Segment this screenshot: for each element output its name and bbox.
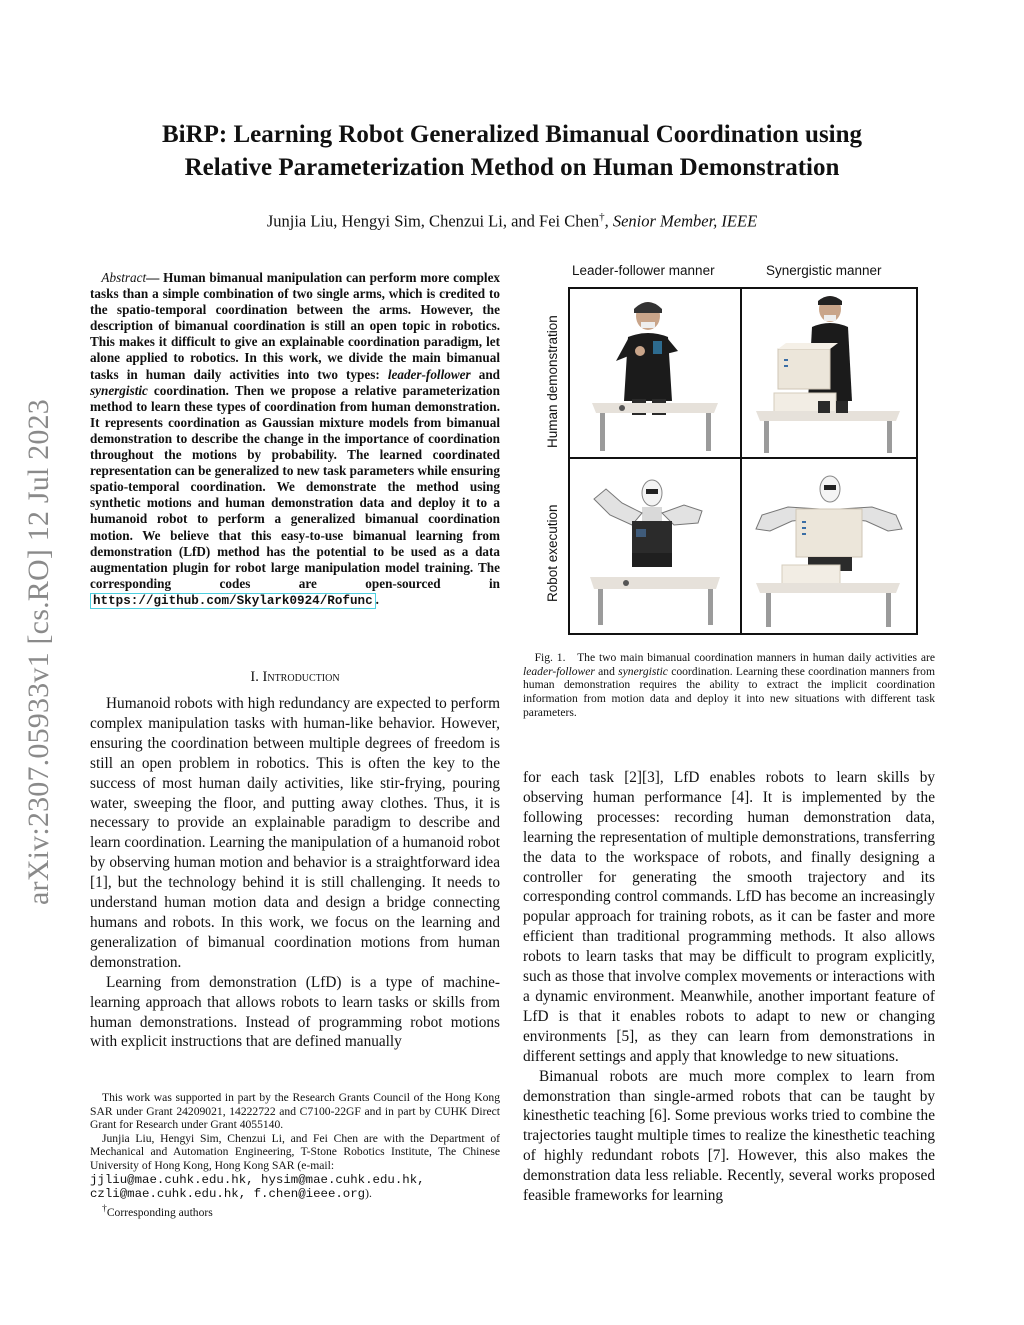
caption-term-synergistic: synergistic xyxy=(618,664,668,678)
figure-row-label-human: Human demonstration xyxy=(545,315,560,448)
footnote xyxy=(90,1091,500,1219)
right-paragraph-1: for each task [2][3], LfD enables robots to learn skills by observing human performance [4]. It is implemented by the following processes: recording human demonstration data, learning the representation of multiple demonstrations, transferring the data to the workspace of robots, and finally designing a controller for generating the smooth trajectory and its corresponding control commands. LfD has become an increasingly popular approach for training robots, as it can be faster and more efficient than traditional programming methods. It also allows robots to learn tasks that may be difficult to program explicitly, such as those that involve complex movements or interactions with a dynamic environment. Meanwhile, another important feature of LfD is that it enables robots to adapt to new or changing environments [5], as they can learn from demonstrations in different settings and apply that knowledge to new situations. xyxy=(523,769,935,1065)
figure-row-label-robot: Robot execution xyxy=(545,504,560,602)
figure-caption xyxy=(523,651,935,720)
footnote-emails-1: jjliu@mae.cuhk.edu.hk, hysim@mae.cuhk.edu.hk, xyxy=(90,1172,425,1187)
abstract-end: . xyxy=(375,591,379,607)
paper-title xyxy=(100,118,924,184)
robot-leader-follower-photo xyxy=(570,459,740,631)
abstract-term-synergistic: synergistic xyxy=(90,382,148,398)
corresponding-mark: † xyxy=(599,211,605,223)
author-membership: Senior Member, IEEE xyxy=(612,211,758,231)
figure-column-label-synergistic: Synergistic manner xyxy=(766,263,882,278)
abstract-and: and xyxy=(470,366,500,382)
caption-text-1: The two main bimanual coordination manners in human daily activities are xyxy=(577,651,936,664)
caption-and: and xyxy=(594,664,619,678)
intro-text xyxy=(90,694,500,1052)
robot-synergistic-photo xyxy=(742,459,914,631)
title-line-1: BiRP: Learning Robot Generalized Bimanual Coordination using xyxy=(161,121,863,148)
title-line-2: Relative Parameterization Method on Human Demonstration xyxy=(184,154,840,181)
right-paragraph-2: Bimanual robots are much more complex to learn from demonstration than single-armed robots that can be taught by kinesthetic teaching [6]. Some previous works tried to combine the trajectories taught multiple times to realize the kinesthetic teaching of highly redundant robots [7]. However, this also makes the demonstration data less reliable. Recently, several works proposed feasible frameworks for learning xyxy=(523,1067,935,1205)
footnote-affiliation xyxy=(90,1132,500,1202)
footnote-affiliation-text: Junjia Liu, Hengyi Sim, Chenzui Li, and Fei Chen are with the Department of Mechanical and Automation Engineering, T-Stone Robotics Institute, The Chinese University of Hong Kong, Hong Kong SAR (e-mail: xyxy=(90,1131,500,1172)
author-separator: , xyxy=(604,211,613,231)
intro-paragraph-1: Humanoid robots with high redundancy are expected to perform complex manipulation tasks with human-like behavior. However, ensuring the coordination between multiple degrees of freedom is still an open problem in robotics. This is often the key to the success of most human daily activities, like stir-frying, pouring water, sweeping the floor, and putting away clothes. Thus, it is necessary to provide an explainable paradigm to describe and learn coordination. Learning the manipulation of a humanoid robot by observing human motion and behavior is a straightforward idea [1], but the technology behind it is still challenging. It needs to understand human motion data and design a bridge connecting humans and robots. In this work, we focus on the learning and generalization of bimanual coordination motions from human demonstration. xyxy=(90,695,500,971)
human-synergistic-photo xyxy=(742,289,914,457)
abstract-term-leader-follower: leader-follower xyxy=(387,366,471,382)
abstract-label: Abstract xyxy=(101,270,147,285)
right-column-text xyxy=(523,768,935,1206)
footnote-affiliation-end: ). xyxy=(365,1187,372,1201)
caption-text-2: coordination. Learning these coordination manners from human demonstration requires the ability to extract the implicit coordination information from motion data and deploy it into new situations with different task parameters. xyxy=(523,664,935,719)
arxiv-stamp: arXiv:2307.05933v1 [cs.RO] 12 Jul 2023 xyxy=(22,399,55,905)
author-list xyxy=(100,211,924,232)
footnote-corresponding-text: Corresponding authors xyxy=(106,1205,213,1219)
abstract-text-1: Human bimanual manipulation can perform more complex tasks than a simple combination of two single arms, which is credited to the spatio-temporal coordination between the arms. However, the description of bimanual coordination is still an open topic in robotics. This makes it difficult to give an explainable coordination paradigm, let alone applied to robotics. In this work, we divide the main bimanual tasks in human daily activities into two types: xyxy=(90,270,501,382)
intro-paragraph-2: Learning from demonstration (LfD) is a type of machine-learning approach that allows robots to learn tasks or skills from human demonstrations. Instead of programming robot motions with explicit instructions that are defined manually xyxy=(90,973,500,1051)
caption-term-leader-follower: leader-follower xyxy=(523,664,595,678)
footnote-funding: This work was supported in part by the Research Grants Council of the Hong Kong SAR under Grant 24209021, 14222722 and C7100-22GF and in part by CUHK Direct Grant for Research under Grant 4055140. xyxy=(90,1091,500,1132)
author-names: Junjia Liu, Hengyi Sim, Chenzui Li, and Fei Chen xyxy=(266,211,600,231)
section-title: Introduction xyxy=(262,669,340,685)
abstract-dash: — xyxy=(146,270,164,285)
caption-label: Fig. 1. xyxy=(534,651,566,664)
abstract-text-2: coordination. Then we propose a relative parameterization method to learn these types of coordination from human demonstration. It represents coordination as Gaussian mixture models from bimanual demonstration to describe the change in the importance of coordination throughout the motions by probability. The learned coordinated representation can be generalized to new task parameters while ensuring spatio-temporal coordination. We demonstrate the method using synthetic motions and human demonstration data and deploy it to a humanoid robot to perform a generalized bimanual coordination motion. We believe that this easy-to-use bimanual learning from demonstration (LfD) method has the potential to be used as a data augmentation plugin for robot large manipulation model training. The corresponding codes are open-sourced in xyxy=(90,382,500,591)
footnote-corresponding xyxy=(90,1202,500,1219)
section-heading xyxy=(90,669,500,686)
footnote-dagger: † xyxy=(102,1202,107,1214)
footnote-emails-2: czli@mae.cuhk.edu.hk, f.chen@ieee.org xyxy=(90,1187,366,1202)
abstract xyxy=(90,270,500,609)
figure-column-label-leader-follower: Leader-follower manner xyxy=(572,263,715,278)
human-leader-follower-photo xyxy=(570,289,740,457)
code-repo-link[interactable]: https://github.com/Skylark0924/Rofunc xyxy=(90,593,376,609)
section-number: I. xyxy=(250,669,263,685)
